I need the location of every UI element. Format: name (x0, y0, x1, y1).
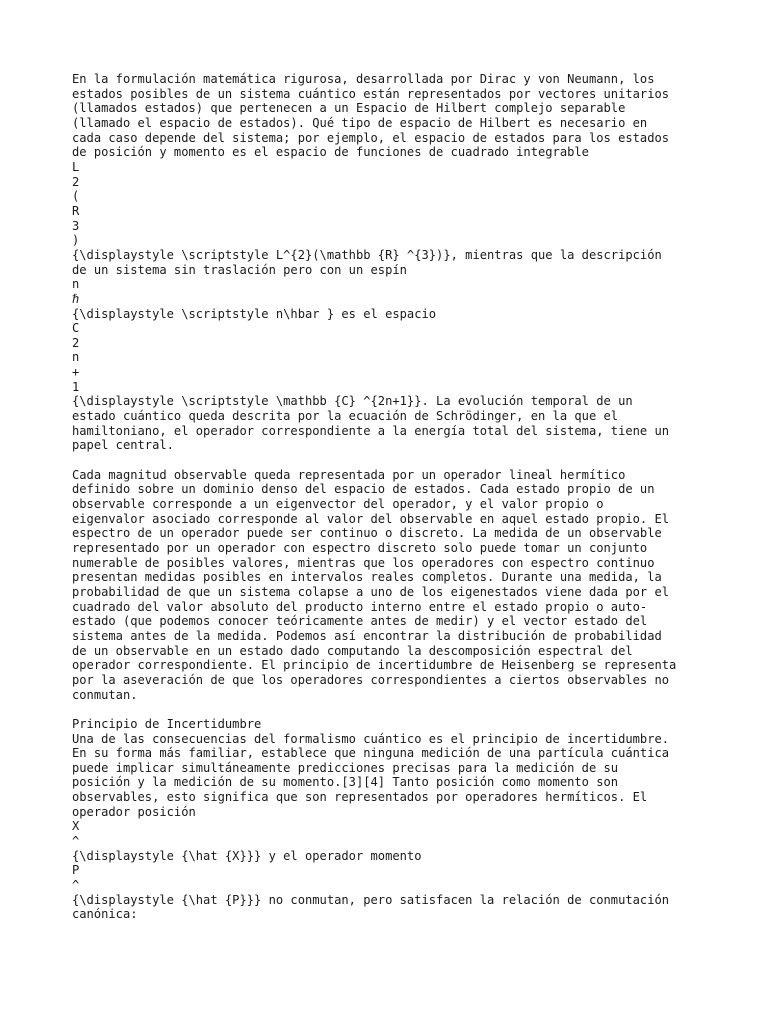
math-fragment: X (72, 819, 80, 834)
text-line: operador correspondiente. El principio de incertidumbre de Heisenberg se representa (72, 658, 677, 673)
text-line: estado cuántico queda descrita por la ecuación de Schrödinger, en la que el (72, 409, 619, 424)
text-line: puede implicar simultáneamente predicciones precisas para la medición de su (72, 760, 619, 775)
text-line: probabilidad de que un sistema colapse a uno de los eigenestados viene dada por el (72, 584, 670, 599)
text-line: observable corresponde a un eigenvector del operador, y el valor propio o (72, 497, 604, 512)
text-line: observables, esto significa que son representados por operadores hermíticos. El (72, 790, 648, 805)
text-line: {\displaystyle \scriptstyle n\hbar } es el espacio (72, 306, 437, 321)
text-line: {\displaystyle {\hat {P}}} no conmutan, pero satisfacen la relación de conmutación (72, 892, 670, 907)
text-line: estados posibles de un sistema cuántico están representados por vectores unitarios (72, 86, 670, 101)
text-line: cuadrado del valor absoluto del producto interno entre el estado propio o auto- (72, 599, 648, 614)
math-fragment: n (72, 350, 80, 365)
text-line: por la aseveración de que los operadores correspondientes a ciertos observables no (72, 672, 670, 687)
math-fragment: ^ (72, 878, 80, 893)
text-line: representado por un operador con espectro discreto solo puede tomar un conjunto (72, 540, 648, 555)
math-fragment: n (72, 277, 80, 292)
math-fragment: C (72, 321, 80, 336)
math-fragment: ^ (72, 834, 80, 849)
paragraph-spacer (72, 702, 702, 717)
math-fragment: R (72, 203, 80, 218)
text-line: numerable de posibles valores, mientras que los operadores con espectro continuo (72, 555, 655, 570)
text-line: operador posición (72, 804, 196, 819)
text-line: presentan medidas posibles en intervalos reales completos. Durante una medida, la (72, 570, 662, 585)
math-fragment: ℏ (72, 291, 80, 306)
text-line: estado (que podemos conocer teóricamente antes de medir) y el vector estado del (72, 614, 648, 629)
text-line: de un sistema sin traslación pero con un espín (72, 262, 407, 277)
text-line: hamiltoniano, el operador correspondiente a la energía total del sistema, tiene un (72, 423, 670, 438)
text-line: espectro de un operador puede ser continuo o discreto. La medida de un observable (72, 526, 662, 541)
text-line: de un observable en un estado dado computando la descomposición espectral del (72, 643, 633, 658)
text-line: posición y la medición de su momento.[3][4] Tanto posición como momento son (72, 775, 619, 790)
text-line: eigenvalor asociado corresponde al valor del observable en aquel estado propio. El (72, 511, 670, 526)
text-line: {\displaystyle \scriptstyle \mathbb {C} ^{2n+1}}. La evolución temporal de un (72, 394, 633, 409)
math-fragment: ( (72, 189, 80, 204)
text-line: sistema antes de la medida. Podemos así encontrar la distribución de probabilidad (72, 628, 662, 643)
paragraph-observables (72, 468, 702, 703)
text-line: conmutan. (72, 687, 138, 702)
text-line: cada caso depende del sistema; por ejemplo, el espacio de estados para los estados (72, 130, 670, 145)
text-line: (llamados estados) que pertenecen a un Espacio de Hilbert complejo separable (72, 101, 626, 116)
math-fragment: 2 (72, 335, 80, 350)
paragraph-hilbert-space (72, 72, 702, 453)
math-fragment: L (72, 159, 80, 174)
document-page (72, 72, 702, 922)
text-line: En la formulación matemática rigurosa, desarrollada por Dirac y von Neumann, los (72, 72, 655, 86)
text-line: de posición y momento es el espacio de funciones de cuadrado integrable (72, 145, 589, 160)
math-fragment: ) (72, 233, 80, 248)
math-fragment: 3 (72, 218, 80, 233)
text-line: canónica: (72, 907, 138, 922)
math-fragment: 1 (72, 379, 80, 394)
text-line: Una de las consecuencias del formalismo cuántico es el principio de incertidumbre. (72, 731, 670, 746)
text-line: {\displaystyle {\hat {X}}} y el operador momento (72, 848, 422, 863)
text-line: {\displaystyle \scriptstyle L^{2}(\mathbb {R} ^{3})}, mientras que la descripción (72, 247, 662, 262)
text-line: definido sobre un dominio denso del espacio de estados. Cada estado propio de un (72, 482, 655, 497)
text-line: papel central. (72, 438, 174, 453)
text-line: (llamado el espacio de estados). Qué tipo de espacio de Hilbert es necesario en (72, 115, 648, 130)
paragraph-uncertainty (72, 717, 702, 922)
math-fragment: P (72, 863, 80, 878)
section-heading: Principio de Incertidumbre (72, 716, 262, 731)
paragraph-spacer (72, 453, 702, 468)
math-fragment: + (72, 365, 80, 380)
math-fragment: 2 (72, 174, 80, 189)
text-line: Cada magnitud observable queda representada por un operador lineal hermítico (72, 467, 626, 482)
text-line: En su forma más familiar, establece que ninguna medición de una partícula cuántica (72, 746, 670, 761)
